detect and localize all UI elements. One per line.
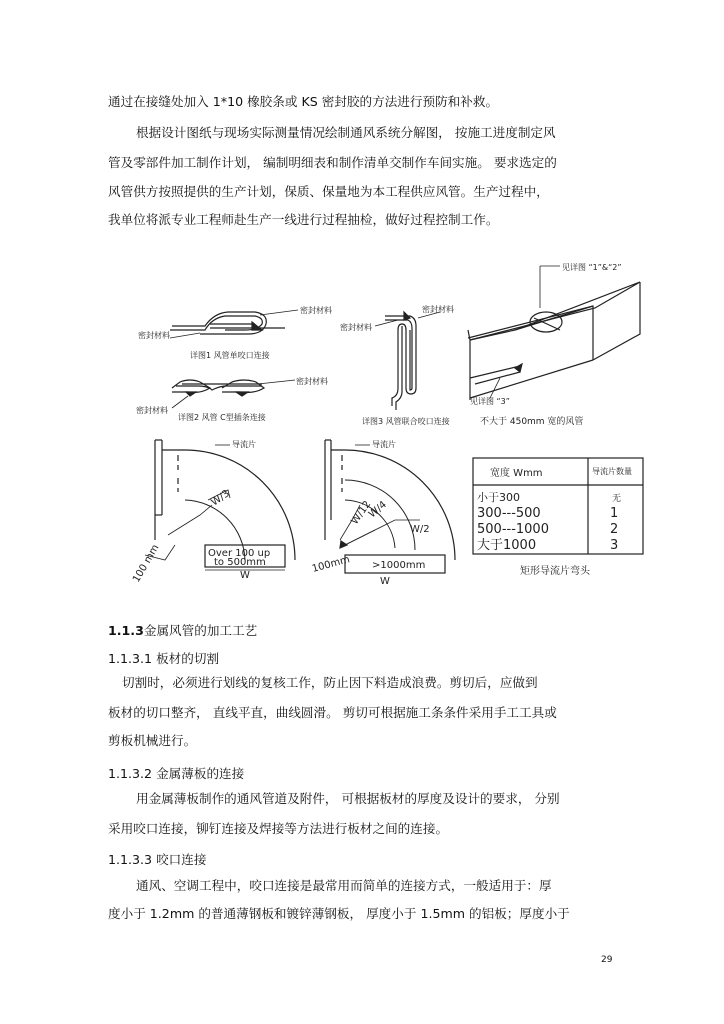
elbow-dimension: W/3	[209, 488, 232, 509]
subsection-heading: 1.1.3.2 金属薄板的连接	[108, 766, 245, 781]
text-line: 剪板机械进行。	[108, 733, 197, 748]
text-line: 通风、空调工程中，咬口连接是最常用而简单的连接方式，一般适用于：厚	[136, 878, 552, 893]
text-line: 采用咬口连接，铆钉连接及焊接等方法进行板材之间的连接。	[108, 821, 449, 836]
fig-caption: 不大于 450mm 宽的风管	[480, 417, 584, 427]
elbow-dimension: >1000mm	[372, 560, 426, 571]
subsection-heading: 1.1.3.3 咬口连接	[108, 852, 207, 867]
duct-drawing	[468, 266, 640, 400]
table-cell: 大于1000	[477, 538, 537, 553]
fig-label: 导流片	[372, 440, 396, 449]
text-line: 管及零部件加工制作计划， 编制明细表和制作清单交制作车间实施。 要求选定的	[108, 155, 557, 170]
table-cell: 500---1000	[477, 522, 549, 537]
detail-3-drawing	[375, 312, 440, 410]
section-title: 金属风管的加工工艺	[143, 623, 258, 638]
elbow-dimension: Over 100 up	[208, 548, 271, 559]
text-line: 用金属薄板制作的通风管道及附件， 可根据板材的厚度及设计的要求， 分别	[136, 791, 560, 806]
table-cell: 小于300	[477, 491, 520, 504]
fig-caption: 详图2 风管 C型插条连接	[178, 413, 266, 422]
elbow-dimension: 100 mm	[131, 542, 162, 585]
text-line: 板材的切口整齐， 直线平直，曲线圆滑。 剪切可根据施工条条件采用手工工具或	[108, 705, 557, 720]
elbow-dimension: W	[240, 570, 250, 581]
elbow-dimension: W/4	[366, 499, 389, 521]
elbow-2-drawing	[325, 440, 455, 573]
elbow-dimension: 100mm	[310, 554, 352, 575]
table-header: 导流片数量	[592, 467, 632, 476]
detail-1-drawing	[170, 310, 298, 338]
fig-label: 见详图 “3”	[470, 397, 510, 406]
fig-label: 密封材料	[422, 305, 454, 314]
table-cell: 1	[610, 506, 619, 521]
table-cell: 无	[612, 494, 622, 504]
elbow-dimension: W/2	[410, 524, 430, 535]
fig-label: 密封材料	[340, 323, 372, 332]
elbow-dimension: W	[380, 576, 390, 587]
fig-label: 密封材料	[136, 406, 168, 415]
section-number: 1.1.3	[108, 623, 144, 638]
table-cell: 2	[610, 522, 619, 537]
table-cell: 300---500	[477, 506, 541, 521]
page-number: 29	[601, 955, 613, 965]
text-line: 通过在接缝处加入 1*10 橡胶条或 KS 密封胶的方法进行预防和补救。	[108, 94, 499, 109]
subsection-heading: 1.1.3.1 板材的切割	[108, 651, 220, 666]
table-cell: 3	[610, 538, 619, 553]
detail-2-drawing	[172, 380, 295, 408]
text-line: 我单位将派专业工程师赴生产一线进行过程抽检，做好过程控制工作。	[108, 212, 499, 227]
text-line: 根据设计图纸与现场实际测量情况绘制通风系统分解图， 按施工进度制定风	[136, 125, 556, 140]
section-heading	[108, 620, 257, 639]
text-line: 切割时，必须进行划线的复核工作，防止因下料造成浪费。剪切后，应做到	[122, 675, 538, 690]
fig-label: 见详图 “1”&“2”	[562, 263, 622, 272]
fig-label: 密封材料	[138, 331, 170, 340]
fig-label: 密封材料	[300, 306, 332, 315]
elbow-dimension: to 500mm	[214, 557, 266, 568]
text-line: 风管供方按照提供的生产计划，保质、保量地为本工程供应风管。生产过程中，	[108, 184, 549, 199]
fig-caption: 详图3 风管联合咬口连接	[362, 417, 450, 426]
fig-label: 密封材料	[296, 377, 328, 386]
table-header: 宽度 Wmm	[490, 468, 543, 479]
fig-caption: 详图1 风管单咬口连接	[190, 351, 270, 360]
text-line: 度小于 1.2mm 的普通薄钢板和镀锌薄钢板， 厚度小于 1.5mm 的铝板；厚度小于	[108, 906, 570, 921]
fig-label: 导流片	[232, 440, 256, 449]
table-caption: 矩形导流片弯头	[520, 566, 590, 577]
elbow-dimension: W/12	[349, 499, 374, 527]
